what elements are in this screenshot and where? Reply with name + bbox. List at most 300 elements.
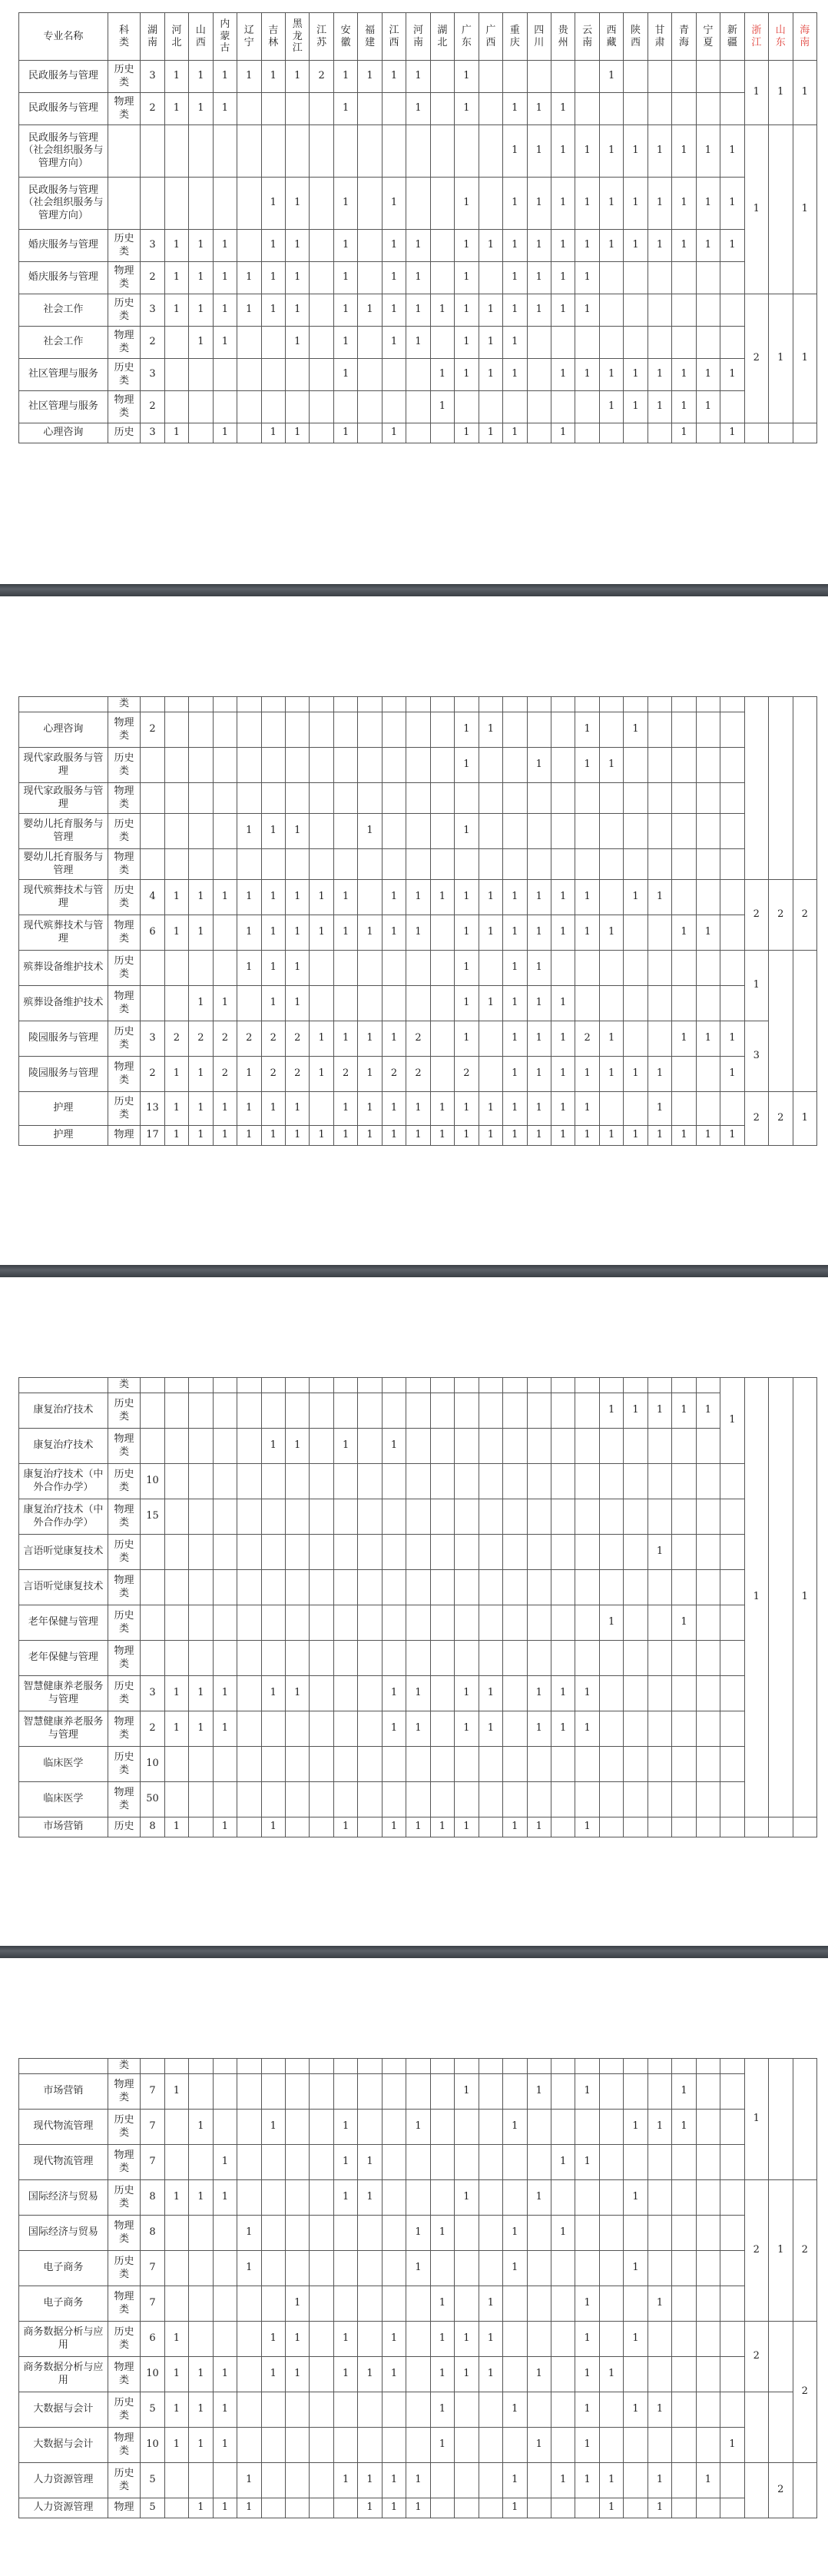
province-quota-cell: 1 bbox=[624, 2392, 647, 2428]
category-cell: 历史 类 bbox=[108, 951, 141, 986]
province-quota-cell: 1 bbox=[237, 1057, 261, 1092]
province-quota-cell: 1 bbox=[382, 1021, 406, 1057]
province-quota-cell bbox=[696, 1747, 720, 1782]
province-quota-cell: 1 bbox=[358, 2180, 382, 2216]
province-quota-cell bbox=[503, 391, 527, 423]
province-quota-cell bbox=[647, 2428, 671, 2463]
province-quota-cell bbox=[189, 2463, 213, 2498]
total-quota-cell: 3 bbox=[141, 230, 164, 262]
province-quota-cell bbox=[479, 2145, 502, 2180]
province-quota-cell: 1 bbox=[285, 951, 309, 986]
province-quota-cell bbox=[382, 849, 406, 880]
table-row bbox=[19, 2322, 817, 2357]
province-quota-cell bbox=[720, 2498, 744, 2518]
province-quota-cell: 1 bbox=[455, 712, 479, 748]
province-quota-cell bbox=[310, 1676, 333, 1711]
province-quota-cell bbox=[430, 93, 454, 125]
province-quota-cell bbox=[358, 1605, 382, 1641]
province-quota-cell: 1 bbox=[575, 230, 599, 262]
province-quota-cell bbox=[720, 2216, 744, 2251]
province-quota-cell: 1 bbox=[213, 986, 237, 1021]
province-quota-cell: 1 bbox=[189, 1092, 213, 1126]
province-quota-cell: 1 bbox=[503, 880, 527, 915]
province-quota-cell bbox=[237, 1676, 261, 1711]
province-quota-cell bbox=[310, 125, 333, 178]
province-quota-cell bbox=[599, 262, 623, 294]
province-quota-cell: 1 bbox=[479, 1092, 502, 1126]
province-quota-cell bbox=[503, 2074, 527, 2110]
province-quota-cell bbox=[624, 2059, 647, 2074]
province-quota-cell bbox=[575, 2110, 599, 2145]
province-quota-cell: 1 bbox=[503, 951, 527, 986]
province-quota-cell: 1 bbox=[333, 61, 357, 93]
province-quota-cell bbox=[358, 2059, 382, 2074]
province-quota-cell bbox=[455, 2463, 479, 2498]
province-quota-cell: 1 bbox=[285, 1092, 309, 1126]
province-quota-cell bbox=[164, 951, 188, 986]
province-quota-cell bbox=[624, 697, 647, 712]
province-quota-cell: 1 bbox=[406, 1092, 430, 1126]
province-quota-cell bbox=[285, 1747, 309, 1782]
table-row bbox=[19, 2074, 817, 2110]
province-quota-cell bbox=[189, 1817, 213, 1837]
province-quota-cell: 1 bbox=[479, 2286, 502, 2322]
merged-quota-cell: 2 bbox=[793, 2180, 817, 2322]
major-name-cell: 社区管理与服务 bbox=[19, 359, 108, 391]
province-quota-cell bbox=[285, 783, 309, 814]
table-row bbox=[19, 1535, 817, 1570]
province-quota-cell bbox=[455, 783, 479, 814]
province-quota-cell bbox=[503, 1605, 527, 1641]
province-quota-cell: 1 bbox=[599, 1057, 623, 1092]
province-quota-cell bbox=[333, 2074, 357, 2110]
province-quota-cell bbox=[430, 986, 454, 1021]
province-quota-cell bbox=[285, 1499, 309, 1535]
province-quota-cell bbox=[358, 2392, 382, 2428]
province-quota-cell bbox=[430, 1429, 454, 1464]
province-quota-cell bbox=[213, 2322, 237, 2357]
province-quota-cell bbox=[237, 2428, 261, 2463]
province-quota-cell bbox=[285, 93, 309, 125]
province-quota-cell bbox=[310, 262, 333, 294]
province-quota-cell: 1 bbox=[624, 2251, 647, 2286]
province-quota-cell bbox=[647, 2074, 671, 2110]
province-quota-cell bbox=[261, 1641, 285, 1676]
page-separator bbox=[0, 1265, 828, 1277]
province-quota-cell bbox=[720, 1464, 744, 1499]
province-quota-cell bbox=[647, 2357, 671, 2392]
column-header-province: 宁 夏 bbox=[696, 13, 720, 61]
province-quota-cell bbox=[430, 951, 454, 986]
province-quota-cell bbox=[358, 2074, 382, 2110]
province-quota-cell: 1 bbox=[647, 359, 671, 391]
province-quota-cell bbox=[696, 1782, 720, 1817]
table-row bbox=[19, 2428, 817, 2463]
province-quota-cell bbox=[164, 748, 188, 783]
province-quota-cell bbox=[164, 1747, 188, 1782]
province-quota-cell bbox=[479, 2392, 502, 2428]
province-quota-cell: 1 bbox=[575, 712, 599, 748]
province-quota-cell bbox=[599, 327, 623, 359]
province-quota-cell: 1 bbox=[503, 1092, 527, 1126]
table-row bbox=[19, 1126, 817, 1146]
province-quota-cell bbox=[406, 1393, 430, 1429]
total-quota-cell bbox=[141, 986, 164, 1021]
table-row bbox=[19, 1676, 817, 1711]
total-quota-cell: 5 bbox=[141, 2392, 164, 2428]
province-quota-cell bbox=[527, 2110, 551, 2145]
category-cell: 历史 bbox=[108, 423, 141, 443]
province-quota-cell bbox=[310, 1464, 333, 1499]
province-quota-cell: 1 bbox=[455, 2074, 479, 2110]
province-quota-cell bbox=[672, 2498, 696, 2518]
province-quota-cell: 1 bbox=[261, 61, 285, 93]
province-quota-cell bbox=[213, 2110, 237, 2145]
major-name-cell: 民政服务与管理（社会组织服务与管理方向） bbox=[19, 125, 108, 178]
major-name-cell: 老年保健与管理 bbox=[19, 1641, 108, 1676]
column-header-province: 河 南 bbox=[406, 13, 430, 61]
province-quota-cell: 1 bbox=[285, 880, 309, 915]
province-quota-cell bbox=[479, 2074, 502, 2110]
province-quota-cell bbox=[575, 1570, 599, 1605]
province-quota-cell bbox=[430, 849, 454, 880]
table-row bbox=[19, 125, 817, 178]
province-quota-cell bbox=[647, 423, 671, 443]
province-quota-cell: 1 bbox=[237, 880, 261, 915]
province-quota-cell bbox=[406, 1464, 430, 1499]
column-header-province: 西 藏 bbox=[599, 13, 623, 61]
major-name-cell: 婴幼儿托育服务与管理 bbox=[19, 849, 108, 880]
province-quota-cell bbox=[647, 93, 671, 125]
province-quota-cell: 1 bbox=[527, 1021, 551, 1057]
column-header-province: 山 西 bbox=[189, 13, 213, 61]
category-cell: 历史 类 bbox=[108, 2392, 141, 2428]
province-quota-cell bbox=[455, 2216, 479, 2251]
province-quota-cell bbox=[189, 849, 213, 880]
province-quota-cell: 1 bbox=[455, 915, 479, 951]
province-quota-cell bbox=[479, 2498, 502, 2518]
province-quota-cell bbox=[261, 2392, 285, 2428]
province-quota-cell bbox=[647, 61, 671, 93]
province-quota-cell bbox=[720, 849, 744, 880]
province-quota-cell bbox=[237, 327, 261, 359]
province-quota-cell bbox=[406, 697, 430, 712]
province-quota-cell bbox=[213, 1747, 237, 1782]
province-quota-cell: 1 bbox=[430, 1092, 454, 1126]
province-quota-cell bbox=[503, 1499, 527, 1535]
province-quota-cell: 1 bbox=[285, 327, 309, 359]
province-quota-cell: 1 bbox=[406, 93, 430, 125]
province-quota-cell bbox=[720, 1747, 744, 1782]
province-quota-cell bbox=[647, 748, 671, 783]
major-name-cell: 大数据与会计 bbox=[19, 2428, 108, 2463]
province-quota-cell bbox=[213, 391, 237, 423]
province-quota-cell: 1 bbox=[358, 1126, 382, 1146]
province-quota-cell bbox=[527, 61, 551, 93]
province-quota-cell: 1 bbox=[599, 125, 623, 178]
province-quota-cell bbox=[503, 2357, 527, 2392]
province-quota-cell bbox=[455, 1570, 479, 1605]
merged-quota-cell bbox=[744, 2392, 768, 2463]
province-quota-cell bbox=[237, 1605, 261, 1641]
province-quota-cell bbox=[406, 1535, 430, 1570]
province-quota-cell bbox=[189, 2145, 213, 2180]
province-quota-cell: 1 bbox=[189, 2110, 213, 2145]
province-quota-cell bbox=[430, 783, 454, 814]
province-quota-cell bbox=[261, 125, 285, 178]
province-quota-cell bbox=[720, 1782, 744, 1817]
province-quota-cell: 1 bbox=[237, 294, 261, 327]
province-quota-cell bbox=[164, 359, 188, 391]
major-name-cell: 护理 bbox=[19, 1126, 108, 1146]
province-quota-cell: 2 bbox=[406, 1057, 430, 1092]
province-quota-cell: 1 bbox=[455, 748, 479, 783]
province-quota-cell bbox=[696, 1641, 720, 1676]
province-quota-cell: 1 bbox=[455, 1126, 479, 1146]
province-quota-cell bbox=[406, 814, 430, 849]
province-quota-cell bbox=[575, 1378, 599, 1393]
province-quota-cell: 1 bbox=[575, 1057, 599, 1092]
column-header-province: 四 川 bbox=[527, 13, 551, 61]
province-quota-cell bbox=[285, 2059, 309, 2074]
province-quota-cell bbox=[599, 1747, 623, 1782]
province-quota-cell: 1 bbox=[164, 423, 188, 443]
province-quota-cell bbox=[358, 1535, 382, 1570]
column-header-province: 福 建 bbox=[358, 13, 382, 61]
province-quota-cell bbox=[720, 986, 744, 1021]
province-quota-cell bbox=[430, 1535, 454, 1570]
category-cell: 物理 类 bbox=[108, 1429, 141, 1464]
major-name-cell: 临床医学 bbox=[19, 1782, 108, 1817]
province-quota-cell: 1 bbox=[189, 61, 213, 93]
province-quota-cell bbox=[672, 2322, 696, 2357]
province-quota-cell: 1 bbox=[382, 294, 406, 327]
category-cell: 历史 bbox=[108, 1817, 141, 1837]
province-quota-cell: 1 bbox=[599, 1126, 623, 1146]
province-quota-cell bbox=[479, 697, 502, 712]
province-quota-cell: 1 bbox=[382, 262, 406, 294]
province-quota-cell: 1 bbox=[213, 2145, 237, 2180]
province-quota-cell: 1 bbox=[406, 327, 430, 359]
table-row bbox=[19, 1499, 817, 1535]
province-quota-cell: 1 bbox=[503, 327, 527, 359]
province-quota-cell: 2 bbox=[261, 1021, 285, 1057]
province-quota-cell: 1 bbox=[261, 1817, 285, 1837]
province-quota-cell: 1 bbox=[237, 2463, 261, 2498]
province-quota-cell bbox=[624, 2498, 647, 2518]
province-quota-cell bbox=[310, 93, 333, 125]
province-quota-cell bbox=[696, 814, 720, 849]
province-quota-cell bbox=[406, 423, 430, 443]
province-quota-cell bbox=[647, 1676, 671, 1711]
province-quota-cell bbox=[261, 391, 285, 423]
province-quota-cell bbox=[358, 2251, 382, 2286]
province-quota-cell bbox=[213, 849, 237, 880]
province-quota-cell bbox=[599, 1429, 623, 1464]
category-cell bbox=[108, 178, 141, 230]
province-quota-cell: 1 bbox=[527, 1711, 551, 1747]
total-quota-cell bbox=[141, 783, 164, 814]
province-quota-cell bbox=[696, 1817, 720, 1837]
province-quota-cell bbox=[575, 2180, 599, 2216]
province-quota-cell bbox=[310, 2216, 333, 2251]
province-quota-cell bbox=[624, 1499, 647, 1535]
province-quota-cell bbox=[189, 2216, 213, 2251]
province-quota-cell: 1 bbox=[527, 125, 551, 178]
table-row bbox=[19, 880, 817, 915]
province-quota-cell bbox=[672, 2145, 696, 2180]
province-quota-cell: 1 bbox=[189, 1126, 213, 1146]
province-quota-cell bbox=[647, 262, 671, 294]
province-quota-cell bbox=[527, 391, 551, 423]
province-quota-cell: 1 bbox=[310, 1057, 333, 1092]
province-quota-cell bbox=[624, 783, 647, 814]
page-separator bbox=[0, 584, 828, 596]
province-quota-cell bbox=[333, 391, 357, 423]
province-quota-cell bbox=[189, 1464, 213, 1499]
province-quota-cell: 1 bbox=[551, 1711, 575, 1747]
province-quota-cell bbox=[358, 1570, 382, 1605]
table-row bbox=[19, 986, 817, 1021]
province-quota-cell bbox=[310, 327, 333, 359]
province-quota-cell: 1 bbox=[527, 2074, 551, 2110]
enrollment-table-page-3 bbox=[18, 1377, 817, 1837]
province-quota-cell bbox=[382, 2392, 406, 2428]
province-quota-cell bbox=[624, 1378, 647, 1393]
province-quota-cell: 1 bbox=[285, 2286, 309, 2322]
province-quota-cell bbox=[406, 359, 430, 391]
province-quota-cell: 1 bbox=[333, 93, 357, 125]
province-quota-cell bbox=[672, 986, 696, 1021]
province-quota-cell: 1 bbox=[527, 1092, 551, 1126]
province-quota-cell bbox=[599, 2216, 623, 2251]
province-quota-cell bbox=[213, 1641, 237, 1676]
province-quota-cell bbox=[647, 1429, 671, 1464]
document-page-2 bbox=[0, 596, 828, 1265]
province-quota-cell: 1 bbox=[672, 391, 696, 423]
major-name-cell: 大数据与会计 bbox=[19, 2392, 108, 2428]
province-quota-cell: 1 bbox=[551, 294, 575, 327]
province-quota-cell bbox=[599, 1092, 623, 1126]
province-quota-cell: 1 bbox=[213, 2498, 237, 2518]
province-quota-cell bbox=[599, 2059, 623, 2074]
category-cell: 物理 bbox=[108, 2498, 141, 2518]
province-quota-cell bbox=[551, 951, 575, 986]
province-quota-cell bbox=[455, 1378, 479, 1393]
province-quota-cell: 1 bbox=[189, 262, 213, 294]
province-quota-cell: 1 bbox=[503, 986, 527, 1021]
province-quota-cell: 1 bbox=[189, 327, 213, 359]
province-quota-cell bbox=[527, 1378, 551, 1393]
merged-quota-cell bbox=[769, 2392, 793, 2463]
province-quota-cell bbox=[672, 1499, 696, 1535]
table-row bbox=[19, 2463, 817, 2498]
province-quota-cell: 1 bbox=[358, 2463, 382, 2498]
province-quota-cell bbox=[358, 2286, 382, 2322]
province-quota-cell bbox=[382, 391, 406, 423]
province-quota-cell: 1 bbox=[164, 915, 188, 951]
table-row bbox=[19, 327, 817, 359]
province-quota-cell: 1 bbox=[261, 1092, 285, 1126]
table-row bbox=[19, 1747, 817, 1782]
province-quota-cell bbox=[551, 1393, 575, 1429]
table-row bbox=[19, 1057, 817, 1092]
province-quota-cell bbox=[599, 1535, 623, 1570]
province-quota-cell bbox=[406, 748, 430, 783]
province-quota-cell bbox=[479, 1605, 502, 1641]
category-cell: 物理 类 bbox=[108, 2286, 141, 2322]
province-quota-cell bbox=[575, 1782, 599, 1817]
province-quota-cell bbox=[237, 986, 261, 1021]
province-quota-cell bbox=[358, 391, 382, 423]
province-quota-cell: 1 bbox=[599, 359, 623, 391]
province-quota-cell bbox=[164, 697, 188, 712]
province-quota-cell: 1 bbox=[527, 230, 551, 262]
province-quota-cell bbox=[430, 2180, 454, 2216]
province-quota-cell bbox=[333, 2286, 357, 2322]
province-quota-cell bbox=[575, 697, 599, 712]
province-quota-cell bbox=[720, 1535, 744, 1570]
province-quota-cell: 1 bbox=[382, 178, 406, 230]
major-name-cell: 殡葬设备维护技术 bbox=[19, 951, 108, 986]
province-quota-cell: 1 bbox=[479, 359, 502, 391]
province-quota-cell: 2 bbox=[406, 1021, 430, 1057]
province-quota-cell bbox=[358, 986, 382, 1021]
province-quota-cell bbox=[720, 814, 744, 849]
province-quota-cell bbox=[599, 1676, 623, 1711]
province-quota-cell bbox=[455, 2110, 479, 2145]
province-quota-cell: 2 bbox=[237, 1021, 261, 1057]
province-quota-cell: 1 bbox=[720, 359, 744, 391]
province-quota-cell bbox=[310, 1747, 333, 1782]
province-quota-cell bbox=[624, 2357, 647, 2392]
province-quota-cell: 1 bbox=[624, 2180, 647, 2216]
province-quota-cell bbox=[261, 2286, 285, 2322]
province-quota-cell: 1 bbox=[479, 230, 502, 262]
province-quota-cell: 1 bbox=[599, 391, 623, 423]
province-quota-cell bbox=[310, 2428, 333, 2463]
province-quota-cell bbox=[479, 849, 502, 880]
province-quota-cell bbox=[479, 93, 502, 125]
total-quota-cell: 2 bbox=[141, 1711, 164, 1747]
province-quota-cell bbox=[696, 2357, 720, 2392]
province-quota-cell bbox=[624, 423, 647, 443]
major-name-cell: 现代家政服务与管理 bbox=[19, 783, 108, 814]
province-quota-cell: 1 bbox=[213, 1711, 237, 1747]
province-quota-cell bbox=[237, 1499, 261, 1535]
province-quota-cell bbox=[696, 1605, 720, 1641]
province-quota-cell bbox=[189, 423, 213, 443]
table-row bbox=[19, 2251, 817, 2286]
province-quota-cell: 1 bbox=[164, 61, 188, 93]
province-quota-cell bbox=[479, 2059, 502, 2074]
major-name-cell: 国际经济与贸易 bbox=[19, 2216, 108, 2251]
merged-quota-cell: 1 bbox=[769, 2180, 793, 2322]
province-quota-cell: 1 bbox=[358, 2498, 382, 2518]
province-quota-cell: 1 bbox=[551, 1021, 575, 1057]
province-quota-cell: 1 bbox=[189, 986, 213, 1021]
province-quota-cell: 1 bbox=[503, 1817, 527, 1837]
province-quota-cell: 1 bbox=[358, 61, 382, 93]
province-quota-cell: 1 bbox=[455, 2180, 479, 2216]
province-quota-cell: 1 bbox=[527, 915, 551, 951]
province-quota-cell bbox=[599, 423, 623, 443]
table-row bbox=[19, 951, 817, 986]
province-quota-cell bbox=[455, 1535, 479, 1570]
province-quota-cell bbox=[430, 125, 454, 178]
total-quota-cell: 7 bbox=[141, 2074, 164, 2110]
total-quota-cell: 2 bbox=[141, 327, 164, 359]
